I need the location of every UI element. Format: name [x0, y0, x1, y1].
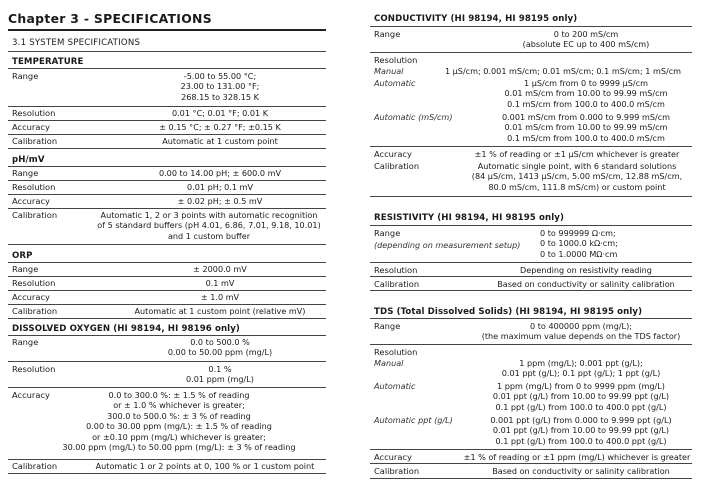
resistivity-calibration-value: Based on conductivity or salinity calibration: [497, 279, 675, 289]
divider: [8, 180, 326, 181]
resistivity-heading: RESISTIVITY (HI 98194, HI 98195 only): [374, 213, 564, 223]
tds-automatic-ppt-value: 0.01 ppt (g/L) from 10.00 to 99.99 ppt (g/L): [492, 425, 670, 436]
temperature-calibration-value: Automatic at 1 custom point: [162, 136, 278, 146]
divider: [370, 196, 692, 197]
orp-resolution-label: Resolution: [12, 278, 56, 288]
ph-range-value: 0.00 to 14.00 pH; ± 600.0 mV: [158, 168, 282, 178]
divider: [8, 262, 326, 263]
divider: [8, 361, 326, 362]
tds-automatic-ppt-value: 0.001 ppt (g/L) from 0.000 to 9.999 ppt (g/L): [490, 415, 672, 425]
conductivity-range-label: Range: [374, 29, 401, 39]
conductivity-automatic-value: 0.1 mS/cm from 100.0 to 400.0 mS/cm: [507, 98, 665, 109]
divider: [8, 276, 326, 277]
divider: [8, 387, 326, 388]
orp-accuracy-value: ± 1.0 mV: [200, 292, 240, 302]
orp-calibration-label: Calibration: [12, 306, 58, 316]
do-accuracy-label: Accuracy: [12, 390, 50, 400]
tds-manual-label: Manual: [374, 358, 404, 368]
ph-calibration-value: of 5 standard buffers (pH 4.01, 6.86, 7.01, 9.18, 10.01): [97, 220, 321, 231]
conductivity-automatic-mscm-value: 0.1 mS/cm from 100.0 to 400.0 mS/cm: [507, 132, 665, 143]
divider: [8, 148, 326, 149]
divider: [370, 290, 692, 291]
conductivity-calibration-value: 80.0 mS/cm, 111.8 mS/cm) or custom point: [488, 181, 666, 192]
divider: [370, 318, 692, 319]
do-range-value: 0.0 to 500.0 %: [190, 337, 250, 347]
conductivity-heading: CONDUCTIVITY (HI 98194, HI 98195 only): [374, 14, 578, 24]
do-range-values: [110, 337, 330, 358]
conductivity-automatic-value: 1 µS/cm from 0 to 9999 µS/cm: [524, 78, 648, 88]
orp-heading: ORP: [12, 251, 33, 261]
do-range-label: Range: [12, 337, 39, 347]
temperature-heading: TEMPERATURE: [12, 57, 84, 67]
do-accuracy-value: 30.00 ppm (mg/L) to 50.00 ppm (mg/L): ± 3 % of reading: [62, 442, 296, 453]
tds-heading: TDS (Total Dissolved Solids) (HI 98194, HI 98195 only): [374, 307, 643, 317]
resistivity-range-values: [540, 228, 618, 259]
conductivity-calibration-values: [460, 161, 694, 192]
tds-manual-value: 1 ppm (mg/L); 0.001 ppt (g/L);: [519, 358, 643, 368]
conductivity-automatic-mscm-values: [480, 112, 692, 143]
ph-calibration-value: and 1 custom buffer: [167, 230, 251, 241]
tds-automatic-value: 1 ppm (mg/L) from 0 to 9999 ppm (mg/L): [497, 381, 665, 391]
divider: [8, 290, 326, 291]
temperature-resolution-value: 0.01 °C; 0.01 °F; 0.01 K: [171, 108, 269, 118]
tds-automatic-value: 0.01 ppt (g/L) from 10.00 to 99.99 ppt (g/L): [492, 391, 670, 402]
tds-range-value: 0 to 400000 ppm (mg/L);: [530, 321, 632, 331]
tds-range-label: Range: [374, 321, 401, 331]
resistivity-range-value: 0 to 1.0000 MΩ·cm: [540, 248, 618, 259]
divider: [8, 106, 326, 107]
ph-calibration-label: Calibration: [12, 210, 58, 220]
conductivity-range-values: [480, 29, 692, 50]
ph-calibration-values: [88, 210, 330, 241]
divider: [370, 26, 692, 27]
conductivity-accuracy-value: ±1 % of reading or ±1 µS/cm whichever is greater: [474, 149, 680, 159]
ph-mv-heading: pH/mV: [12, 155, 45, 165]
divider: [8, 166, 326, 167]
divider: [370, 463, 692, 464]
divider: [370, 478, 692, 479]
divider: [370, 225, 692, 226]
tds-automatic-ppt-label: Automatic ppt (g/L): [374, 415, 453, 425]
temperature-accuracy-label: Accuracy: [12, 122, 50, 132]
tds-resolution-label: Resolution: [374, 347, 418, 357]
conductivity-automatic-mscm-label: Automatic (mS/cm): [374, 112, 453, 122]
divider: [8, 194, 326, 195]
do-accuracy-value: 0.00 to 30.00 ppm (mg/L): ± 1.5 % of reading: [86, 421, 272, 432]
ph-resolution-label: Resolution: [12, 182, 56, 192]
conductivity-calibration-value: (84 µS/cm, 1413 µS/cm, 5.00 mS/cm, 12.88 mS/cm,: [471, 171, 683, 182]
tds-calibration-label: Calibration: [374, 466, 420, 476]
conductivity-automatic-label: Automatic: [374, 78, 416, 88]
conductivity-resolution-label: Resolution: [374, 55, 418, 65]
tds-manual-values: [470, 358, 692, 379]
conductivity-calibration-label: Calibration: [374, 161, 420, 171]
tds-automatic-value: 0.1 ppt (g/L) from 100.0 to 400.0 ppt (g/L): [495, 401, 667, 412]
divider: [8, 473, 326, 474]
divider: [8, 335, 326, 336]
conductivity-automatic-mscm-value: 0.001 mS/cm from 0.000 to 9.999 mS/cm: [501, 112, 671, 122]
do-range-value: 0.00 to 50.00 ppm (mg/L): [167, 347, 273, 358]
conductivity-range-value: (absolute EC up to 400 mS/cm): [522, 39, 650, 50]
conductivity-automatic-mscm-value: 0.01 mS/cm from 10.00 to 99.99 mS/cm: [504, 122, 668, 133]
resistivity-range-value: 0 to 1000.0 kΩ·cm;: [540, 238, 618, 249]
resistivity-calibration-label: Calibration: [374, 279, 420, 289]
temperature-range-label: Range: [12, 71, 39, 81]
ph-range-label: Range: [12, 168, 39, 178]
divider: [370, 52, 692, 53]
conductivity-automatic-value: 0.01 mS/cm from 10.00 to 99.99 mS/cm: [504, 88, 668, 99]
ph-resolution-value: 0.01 pH; 0.1 mV: [187, 182, 253, 192]
tds-range-values: [470, 321, 692, 342]
orp-range-value: ± 2000.0 mV: [193, 264, 247, 274]
orp-calibration-value: Automatic at 1 custom point (relative mV): [134, 306, 306, 316]
do-resolution-label: Resolution: [12, 364, 56, 374]
do-accuracy-value: 300.0 to 500.0 %: ± 3 % of reading: [107, 410, 251, 421]
divider: [8, 134, 326, 135]
divider: [370, 276, 692, 277]
ph-accuracy-label: Accuracy: [12, 196, 50, 206]
orp-accuracy-label: Accuracy: [12, 292, 50, 302]
tds-automatic-label: Automatic: [374, 381, 416, 391]
tds-accuracy-label: Accuracy: [374, 452, 412, 462]
divider: [370, 146, 692, 147]
ph-calibration-value: Automatic 1, 2 or 3 points with automatic recognition: [100, 210, 318, 220]
conductivity-automatic-values: [480, 78, 692, 109]
temperature-resolution-label: Resolution: [12, 108, 56, 118]
tds-automatic-values: [470, 381, 692, 412]
tds-automatic-ppt-value: 0.1 ppt (g/L) from 100.0 to 400.0 ppt (g/L): [495, 435, 667, 446]
temperature-range-value: 23.00 to 131.00 °F;: [180, 81, 260, 92]
resistivity-range-label: Range: [374, 228, 401, 238]
do-calibration-label: Calibration: [12, 461, 58, 471]
do-accuracy-value: or ± 1.0 % whichever is greater;: [113, 400, 245, 411]
resistivity-range-value: 0 to 999999 Ω·cm;: [540, 228, 616, 238]
chapter-title: Chapter 3 - SPECIFICATIONS: [8, 11, 212, 26]
divider: [370, 262, 692, 263]
divider: [8, 459, 326, 460]
temperature-calibration-label: Calibration: [12, 136, 58, 146]
section-title: 3.1 SYSTEM SPECIFICATIONS: [12, 38, 141, 48]
orp-range-label: Range: [12, 264, 39, 274]
do-resolution-value: 0.1 %: [208, 364, 232, 374]
divider: [8, 51, 326, 52]
do-calibration-value: Automatic 1 or 2 points at 0, 100 % or 1 custom point: [95, 461, 315, 471]
conductivity-manual-label: Manual: [374, 66, 404, 76]
tds-range-value: (the maximum value depends on the TDS factor): [481, 331, 681, 342]
tds-automatic-ppt-values: [470, 415, 692, 446]
divider: [8, 304, 326, 305]
temperature-range-values: [130, 71, 310, 102]
do-resolution-values: [110, 364, 330, 385]
orp-resolution-value: 0.1 mV: [205, 278, 235, 288]
resistivity-resolution-value: Depending on resistivity reading: [520, 265, 652, 275]
conductivity-manual-value: 1 µS/cm; 0.001 mS/cm; 0.01 mS/cm; 0.1 mS/cm; 1 mS/cm: [444, 66, 682, 76]
temperature-range-value: 268.15 to 328.15 K: [181, 91, 259, 102]
divider: [8, 208, 326, 209]
ph-accuracy-value: ± 0.02 pH; ± 0.5 mV: [177, 196, 263, 206]
divider: [8, 120, 326, 121]
divider: [370, 344, 692, 345]
resistivity-resolution-label: Resolution: [374, 265, 418, 275]
do-heading: DISSOLVED OXYGEN (HI 98194, HI 98196 only): [12, 324, 240, 334]
temperature-range-value: -5.00 to 55.00 °C;: [183, 71, 257, 81]
title-rule: [8, 29, 326, 31]
divider: [370, 449, 692, 450]
conductivity-range-value: 0 to 200 mS/cm: [553, 29, 619, 39]
divider: [8, 244, 326, 245]
conductivity-accuracy-label: Accuracy: [374, 149, 412, 159]
conductivity-calibration-value: Automatic single point, with 6 standard solutions: [477, 161, 677, 171]
divider: [8, 318, 326, 319]
divider: [8, 68, 326, 69]
resistivity-range-note: (depending on measurement setup): [374, 240, 521, 250]
do-accuracy-value: 0.0 to 300.0 %: ± 1.5 % of reading: [108, 390, 250, 400]
tds-calibration-value: Based on conductivity or salinity calibration: [492, 466, 670, 476]
do-resolution-value: 0.01 ppm (mg/L): [186, 374, 254, 385]
temperature-accuracy-value: ± 0.15 °C; ± 0.27 °F; ±0.15 K: [159, 122, 281, 132]
do-accuracy-value: or ±0.10 ppm (mg/L) whichever is greater;: [92, 431, 266, 442]
do-accuracy-values: [28, 390, 330, 452]
tds-manual-value: 0.01 ppt (g/L); 0.1 ppt (g/L); 1 ppt (g/L): [501, 368, 661, 379]
tds-accuracy-value: ±1 % of reading or ±1 ppm (mg/L) whichever is greater: [463, 452, 691, 462]
